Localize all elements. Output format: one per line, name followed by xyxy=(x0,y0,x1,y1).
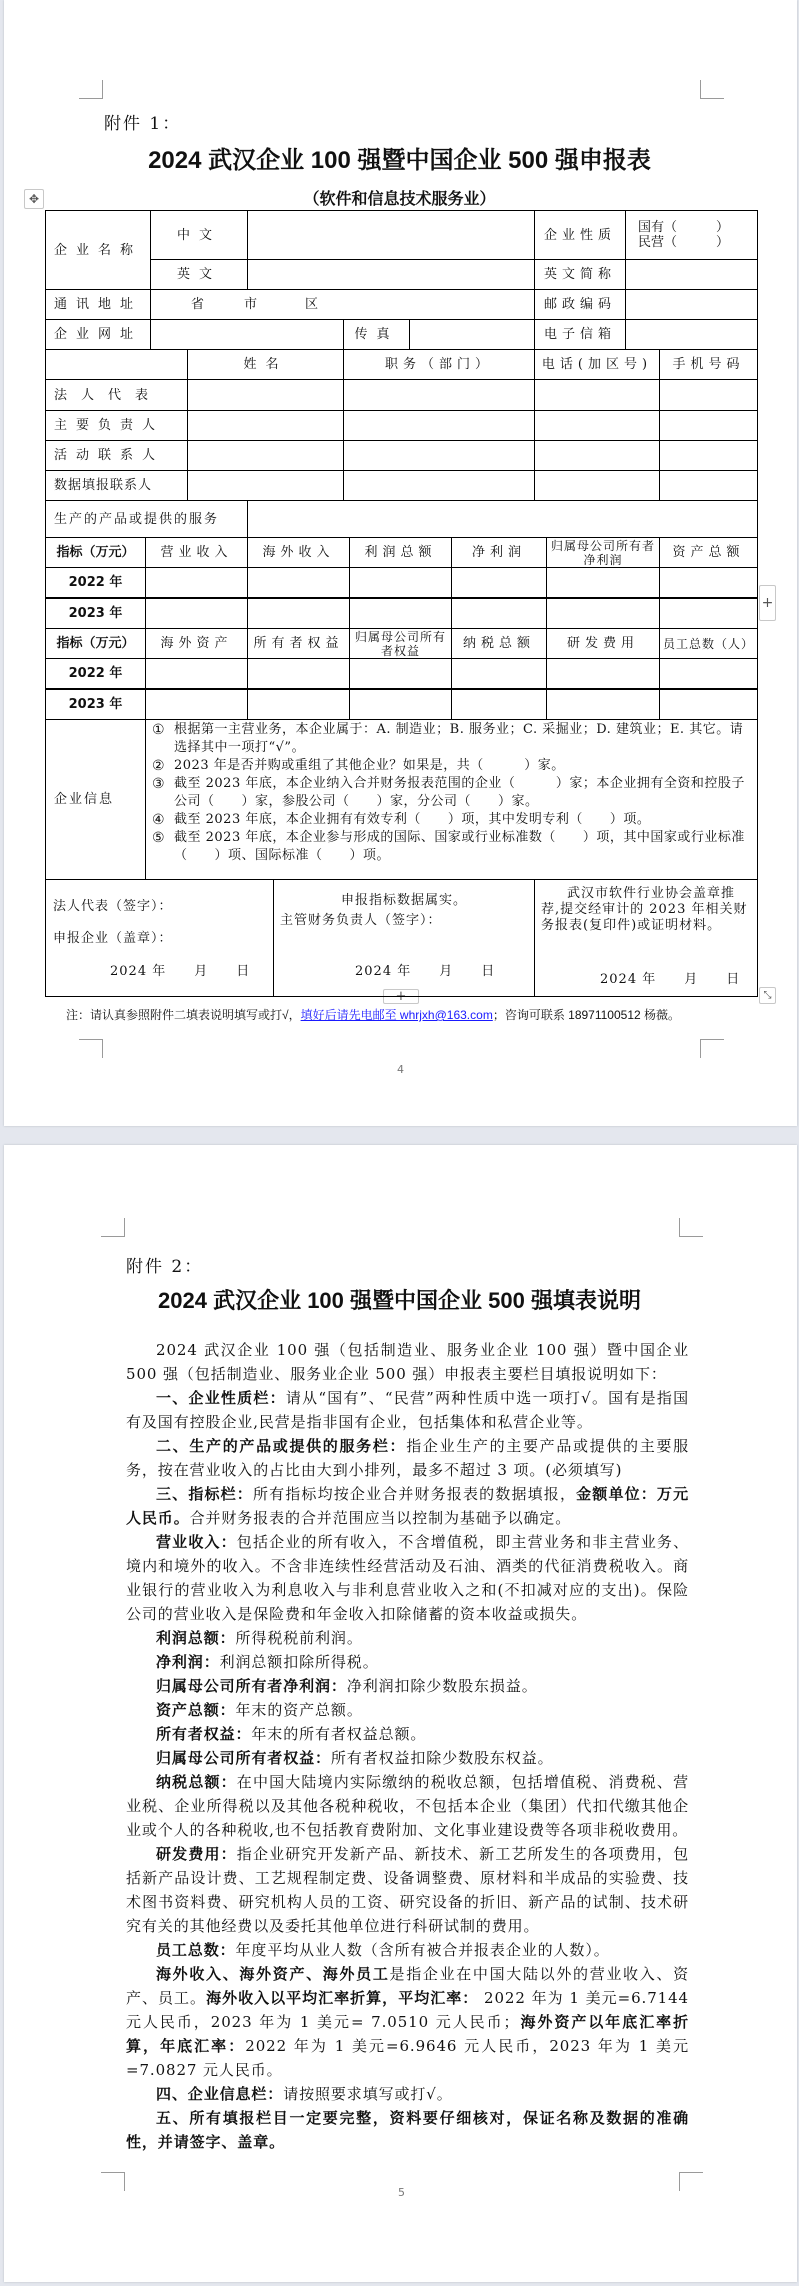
instruction-paragraph xyxy=(126,1674,689,1698)
contacts-field[interactable] xyxy=(343,379,535,411)
instruction-text: 是指企业在中国大陆以外的营业收入、资产、员工。 xyxy=(126,1965,689,2007)
contacts-row-label: 数据填报联系人 xyxy=(45,470,188,501)
indicator-column-header: 资产总额 xyxy=(659,537,758,568)
nature-option-state-owned[interactable]: 国有（ ） xyxy=(638,220,730,235)
legal-rep-signature-label: 法人代表（签字）： xyxy=(53,899,173,914)
data-true-statement: 申报指标数据属实。 xyxy=(340,893,467,908)
indicator-value-field[interactable] xyxy=(546,598,660,629)
instruction-paragraph xyxy=(126,1770,689,1842)
crop-mark xyxy=(101,1218,125,1237)
indicator-column-header: 所有者权益 xyxy=(247,628,350,659)
indicator-column-header: 纳税总额 xyxy=(451,628,547,659)
company-info-list xyxy=(152,721,752,865)
company-nature-label: 企业性质 xyxy=(534,210,626,260)
indicator-column-header: 归属母公司所有者净利润 xyxy=(546,537,660,568)
instruction-paragraph xyxy=(126,2082,689,2106)
instruction-text: 请按照要求填写或打√。 xyxy=(283,2085,453,2103)
crop-mark xyxy=(79,80,103,99)
contacts-header: 职务（部门） xyxy=(343,349,535,380)
instruction-text: 所有指标均按企业合并财务报表的数据填报， xyxy=(252,1485,577,1503)
instruction-paragraph xyxy=(126,1746,689,1770)
contacts-field[interactable] xyxy=(534,379,660,411)
crop-mark xyxy=(700,80,724,99)
contacts-field[interactable] xyxy=(534,410,660,441)
page-title: 2024 武汉企业 100 强暨中国企业 500 强申报表 xyxy=(148,147,651,174)
indicator-header: 指标（万元） xyxy=(45,628,146,659)
company-seal-label: 申报企业（盖章）： xyxy=(53,931,173,946)
instruction-paragraph xyxy=(126,1962,689,2082)
instruction-heading: 员工总数： xyxy=(156,1941,236,1959)
circled-number-icon: ② xyxy=(152,758,165,774)
instruction-heading: 海外收入以平均汇率折算，平均汇率： xyxy=(206,1989,479,2007)
contacts-field[interactable] xyxy=(187,470,344,501)
instruction-paragraph xyxy=(126,1482,689,1530)
instruction-paragraph xyxy=(126,1434,689,1482)
indicator-value-field[interactable] xyxy=(145,689,248,720)
website-field[interactable] xyxy=(150,319,344,350)
indicator-column-header: 研发费用 xyxy=(546,628,660,659)
email-label: 电子信箱 xyxy=(534,319,626,350)
indicator-value-field[interactable] xyxy=(659,689,758,720)
indicator-value-field[interactable] xyxy=(451,658,547,689)
instruction-text: 指企业生产的主要产品或提供的主要服务，按在营业收入的占比由大到小排列，最多不超过 3 项。(必须填写) xyxy=(126,1437,689,1479)
add-row-button[interactable]: + xyxy=(383,989,419,1004)
instruction-heading: 所有者权益： xyxy=(156,1725,252,1743)
indicator-value-field[interactable] xyxy=(247,598,350,629)
instruction-paragraph xyxy=(126,1938,689,1962)
contacts-row-label: 法人代表 xyxy=(45,379,188,411)
email-field[interactable] xyxy=(625,319,758,350)
indicator-column-header: 员工总数（人） xyxy=(659,628,758,659)
crop-mark xyxy=(101,2172,125,2191)
english-name-label: 英文 xyxy=(150,259,248,290)
instruction-text: 指企业研究开发新产品、新技术、新工艺所发生的各项费用，包括新产品设计费、工艺规程制定费、设备调整费、原材料和半成品的实验费、技术图书资料费、研究机构人员的工资、研究设备的折旧、新产品的试制、技术研究有关的其他经费以及委托其他单位进行科研试制的费用。 xyxy=(126,1845,689,1935)
signature-date: 2024 年 月 日 xyxy=(110,964,251,979)
indicator-column-header: 海外收入 xyxy=(247,537,350,568)
footnote-prefix: 注：请认真参照附件二填表说明填写或打√， xyxy=(66,1008,301,1022)
indicator-column-header: 利润总额 xyxy=(349,537,452,568)
indicator-year-label: 2023 年 xyxy=(45,598,146,629)
instruction-heading: 纳税总额： xyxy=(156,1773,237,1791)
instruction-text: 请从“国有”、“民营”两种性质中选一项打√。国有是指国有及国有控股企业,民营是指非国有企业，包括集体和私营企业等。 xyxy=(126,1389,689,1431)
company-info-item[interactable] xyxy=(152,721,752,757)
indicator-column-header: 营业收入 xyxy=(145,537,248,568)
instruction-heading: 净利润： xyxy=(156,1653,220,1671)
company-info-text: 截至 2023 年底，本企业纳入合并财务报表范围的企业（ ）家；本企业拥有全资和控股子公司（ ）家，参股公司（ ）家，分公司（ ）家。 xyxy=(174,776,745,809)
english-short-name-label: 英文简称 xyxy=(534,259,626,290)
email-link[interactable]: 填好后请先电邮至 whrjxh@163.com xyxy=(300,1008,493,1022)
contacts-field[interactable] xyxy=(659,440,758,471)
instruction-heading: 研发费用： xyxy=(156,1845,237,1863)
indicator-column-header: 净利润 xyxy=(451,537,547,568)
indicator-value-field[interactable] xyxy=(659,658,758,689)
instruction-heading: 金额单位：万元人民币。 xyxy=(126,1485,689,1527)
company-info-item[interactable] xyxy=(152,775,752,811)
company-info-item[interactable] xyxy=(152,811,752,829)
instruction-text: 年末的资产总额。 xyxy=(235,1701,363,1719)
contacts-field[interactable] xyxy=(343,440,535,471)
company-info-text: 截至 2023 年底，本企业拥有有效专利（ ）项，其中发明专利（ ）项。 xyxy=(174,812,651,827)
add-column-button[interactable]: + xyxy=(759,585,776,621)
postal-code-label: 邮政编码 xyxy=(534,289,626,320)
instruction-text: 所得税税前利润。 xyxy=(235,1629,363,1647)
circled-number-icon: ④ xyxy=(152,812,165,828)
fax-field[interactable] xyxy=(409,319,535,350)
indicator-value-field[interactable] xyxy=(247,689,350,720)
instruction-heading: 四、企业信息栏： xyxy=(156,2085,284,2103)
instruction-text: 合并财务报表的合并范围应当以控制为基础予以确定。 xyxy=(189,1509,572,1527)
instructions-body xyxy=(126,1338,689,2154)
instruction-heading: 归属母公司所有者净利润： xyxy=(156,1677,347,1695)
nature-option-private[interactable]: 民营（ ） xyxy=(638,235,730,250)
indicator-column-header: 海外资产 xyxy=(145,628,248,659)
page-number: 5 xyxy=(398,2186,405,2199)
district-label: 区 xyxy=(305,297,319,312)
crop-mark xyxy=(679,1218,703,1237)
circled-number-icon: ③ xyxy=(152,776,165,792)
indicator-value-field[interactable] xyxy=(247,567,350,598)
contacts-row-label: 活动联系人 xyxy=(45,440,188,471)
contacts-field[interactable] xyxy=(659,410,758,441)
product-service-field[interactable] xyxy=(247,500,758,538)
company-info-text: 根据第一主营业务，本企业属于：A. 制造业；B. 服务业；C. 采掘业；D. 建筑业；E. 其它。请选择其中一项打“√”。 xyxy=(174,722,744,755)
signature-date: 2024 年 月 日 xyxy=(355,964,496,979)
indicator-year-label: 2022 年 xyxy=(45,567,146,598)
instruction-paragraph xyxy=(126,1386,689,1434)
signature-date: 2024 年 月 日 xyxy=(600,972,741,987)
indicator-value-field[interactable] xyxy=(451,598,547,629)
website-label: 企业网址 xyxy=(45,319,151,350)
instruction-heading: 二、生产的产品或提供的服务栏： xyxy=(156,1437,407,1455)
english-short-name-field[interactable] xyxy=(625,259,758,290)
contacts-header: 姓名 xyxy=(187,349,344,380)
indicator-value-field[interactable] xyxy=(349,658,452,689)
footnote xyxy=(66,1006,680,1023)
indicator-value-field[interactable] xyxy=(349,567,452,598)
crop-mark xyxy=(79,1039,103,1058)
province-label: 省 xyxy=(191,297,205,312)
instruction-heading: 一、企业性质栏： xyxy=(156,1389,286,1407)
page-title: 2024 武汉企业 100 强暨中国企业 500 强填表说明 xyxy=(158,1288,641,1313)
chinese-name-label: 中文 xyxy=(150,210,248,260)
contacts-field[interactable] xyxy=(659,379,758,411)
instruction-text: 净利润扣除少数股东损益。 xyxy=(346,1677,538,1695)
company-nature-options xyxy=(625,210,758,260)
crop-mark xyxy=(679,2172,703,2191)
contacts-field[interactable] xyxy=(343,410,535,441)
instruction-paragraph xyxy=(126,1698,689,1722)
instruction-heading: 归属母公司所有者权益： xyxy=(156,1749,331,1767)
instruction-text: 在中国大陆境内实际缴纳的税收总额，包括增值税、消费税、营业税、企业所得税以及其他各税种税收，不包括本企业（集团）代扣代缴其他企业或个人的各种税收,也不包括教育费附加、文化事业建设费等各项非税收费用。 xyxy=(126,1773,689,1839)
indicator-value-field[interactable] xyxy=(145,567,248,598)
instruction-heading: 海外资产以年底汇率折算，年底汇率： xyxy=(126,2013,689,2055)
indicator-value-field[interactable] xyxy=(451,689,547,720)
indicator-value-field[interactable] xyxy=(659,598,758,629)
indicator-value-field[interactable] xyxy=(145,598,248,629)
instruction-text: 年末的所有者权益总额。 xyxy=(251,1725,427,1743)
finance-head-signature-label: 主管财务负责人（签字）： xyxy=(280,913,442,928)
instruction-paragraph xyxy=(126,1626,689,1650)
circled-number-icon: ① xyxy=(152,722,165,738)
address-label: 通讯地址 xyxy=(45,289,151,320)
instruction-heading: 资产总额： xyxy=(156,1701,236,1719)
table-resize-handle[interactable]: ⤡ xyxy=(759,987,776,1004)
fax-label: 传真 xyxy=(343,319,410,350)
contacts-field[interactable] xyxy=(187,410,344,441)
indicator-value-field[interactable] xyxy=(145,658,248,689)
instruction-text: 所有者权益扣除少数股东权益。 xyxy=(330,1749,554,1767)
attachment-label: 附件 1： xyxy=(104,114,182,134)
indicator-value-field[interactable] xyxy=(659,567,758,598)
company-info-text: 截至 2023 年底，本企业参与形成的国际、国家或行业标准数（ ）项，其中国家或行业标准（ ）项、国际标准（ ）项。 xyxy=(174,830,745,863)
instruction-text: 包括企业的所有收入，不含增值税，即主营业务和非主营业务、境内和境外的收入。不含非连续性经营活动及石油、酒类的代征消费税收入。商业银行的营业收入为利息收入与非利息营业收入之和(不扣减对应的支出)。保险公司的营业收入是保险费和年金收入扣除储蓄的资本收益或损失。 xyxy=(126,1533,689,1623)
association-recommendation: 武汉市软件行业协会盖章推荐,提交经审计的 2023 年相关财务报表(复印件)或证明材料。 xyxy=(541,886,748,933)
instruction-text: 年度平均从业人数（含所有被合并报表企业的人数）。 xyxy=(235,1941,610,1959)
indicator-value-field[interactable] xyxy=(451,567,547,598)
crop-mark xyxy=(700,1039,724,1058)
contacts-row-label: 主要负责人 xyxy=(45,410,188,441)
indicator-header: 指标（万元） xyxy=(45,537,146,568)
product-service-label: 生产的产品或提供的服务 xyxy=(45,500,248,538)
instruction-paragraph xyxy=(126,1842,689,1938)
company-info-label: 企业信息 xyxy=(45,719,146,880)
contacts-field[interactable] xyxy=(343,470,535,501)
circled-number-icon: ⑤ xyxy=(152,830,165,846)
instruction-text: 2024 武汉企业 100 强（包括制造业、服务业企业 100 强）暨中国企业 500 强（包括制造业、服务业企业 500 强）申报表主要栏目填报说明如下： xyxy=(126,1341,689,1383)
instruction-paragraph xyxy=(126,1530,689,1626)
page-subtitle: （软件和信息技术服务业） xyxy=(303,191,496,208)
contacts-corner-cell xyxy=(45,349,188,380)
instruction-heading: 海外收入、海外资产、海外员工 xyxy=(156,1965,390,1983)
indicator-value-field[interactable] xyxy=(349,689,452,720)
attachment-label: 附件 2： xyxy=(126,1257,204,1277)
instruction-heading: 利润总额： xyxy=(156,1629,236,1647)
table-move-handle[interactable]: ✥ xyxy=(24,189,44,209)
indicator-year-label: 2023 年 xyxy=(45,689,146,720)
postal-code-field[interactable] xyxy=(625,289,758,320)
city-label: 市 xyxy=(244,297,258,312)
instruction-paragraph xyxy=(126,1650,689,1674)
address-field[interactable] xyxy=(150,289,535,320)
chinese-name-field[interactable] xyxy=(247,210,535,260)
company-info-text: 2023 年是否并购或重组了其他企业？如果是，共（ ）家。 xyxy=(174,758,565,773)
indicator-value-field[interactable] xyxy=(546,567,660,598)
company-info-item[interactable] xyxy=(152,757,752,775)
indicator-value-field[interactable] xyxy=(546,658,660,689)
instruction-heading: 营业收入： xyxy=(156,1533,237,1551)
page-number: 4 xyxy=(397,1063,404,1076)
instruction-heading: 三、指标栏： xyxy=(156,1485,253,1503)
instruction-text: 2022 年为 1 美元=6.9646 元人民币，2023 年为 1 美元=7.0827 元人民币。 xyxy=(126,2037,689,2079)
indicator-column-header: 归属母公司所有者权益 xyxy=(349,628,452,659)
contacts-field[interactable] xyxy=(659,470,758,501)
indicator-value-field[interactable] xyxy=(349,598,452,629)
contacts-header: 电话(加区号) xyxy=(534,349,660,380)
contacts-field[interactable] xyxy=(534,470,660,501)
company-name-label: 企业名称 xyxy=(45,210,151,290)
indicator-value-field[interactable] xyxy=(247,658,350,689)
instruction-paragraph xyxy=(126,2106,689,2154)
instruction-text: 2022 年为 1 美元=6.7144 元人民币，2023 年为 1 美元= 7.0510 元人民币； xyxy=(126,1989,689,2031)
contacts-field[interactable] xyxy=(187,379,344,411)
company-info-item[interactable] xyxy=(152,829,752,865)
contacts-field[interactable] xyxy=(187,440,344,471)
instruction-paragraph xyxy=(126,1338,689,1386)
indicator-year-label: 2022 年 xyxy=(45,658,146,689)
english-name-field[interactable] xyxy=(247,259,535,290)
instruction-text: 利润总额扣除所得税。 xyxy=(219,1653,379,1671)
instruction-heading: 五、所有填报栏目一定要完整，资料要仔细核对，保证名称及数据的准确性，并请签字、盖章。 xyxy=(126,2109,689,2151)
instruction-paragraph xyxy=(126,1722,689,1746)
indicator-value-field[interactable] xyxy=(546,689,660,720)
contacts-header: 手机号码 xyxy=(659,349,758,380)
contacts-field[interactable] xyxy=(534,440,660,471)
footnote-suffix: ；咨询可联系 18971100512 杨薇。 xyxy=(492,1008,681,1022)
